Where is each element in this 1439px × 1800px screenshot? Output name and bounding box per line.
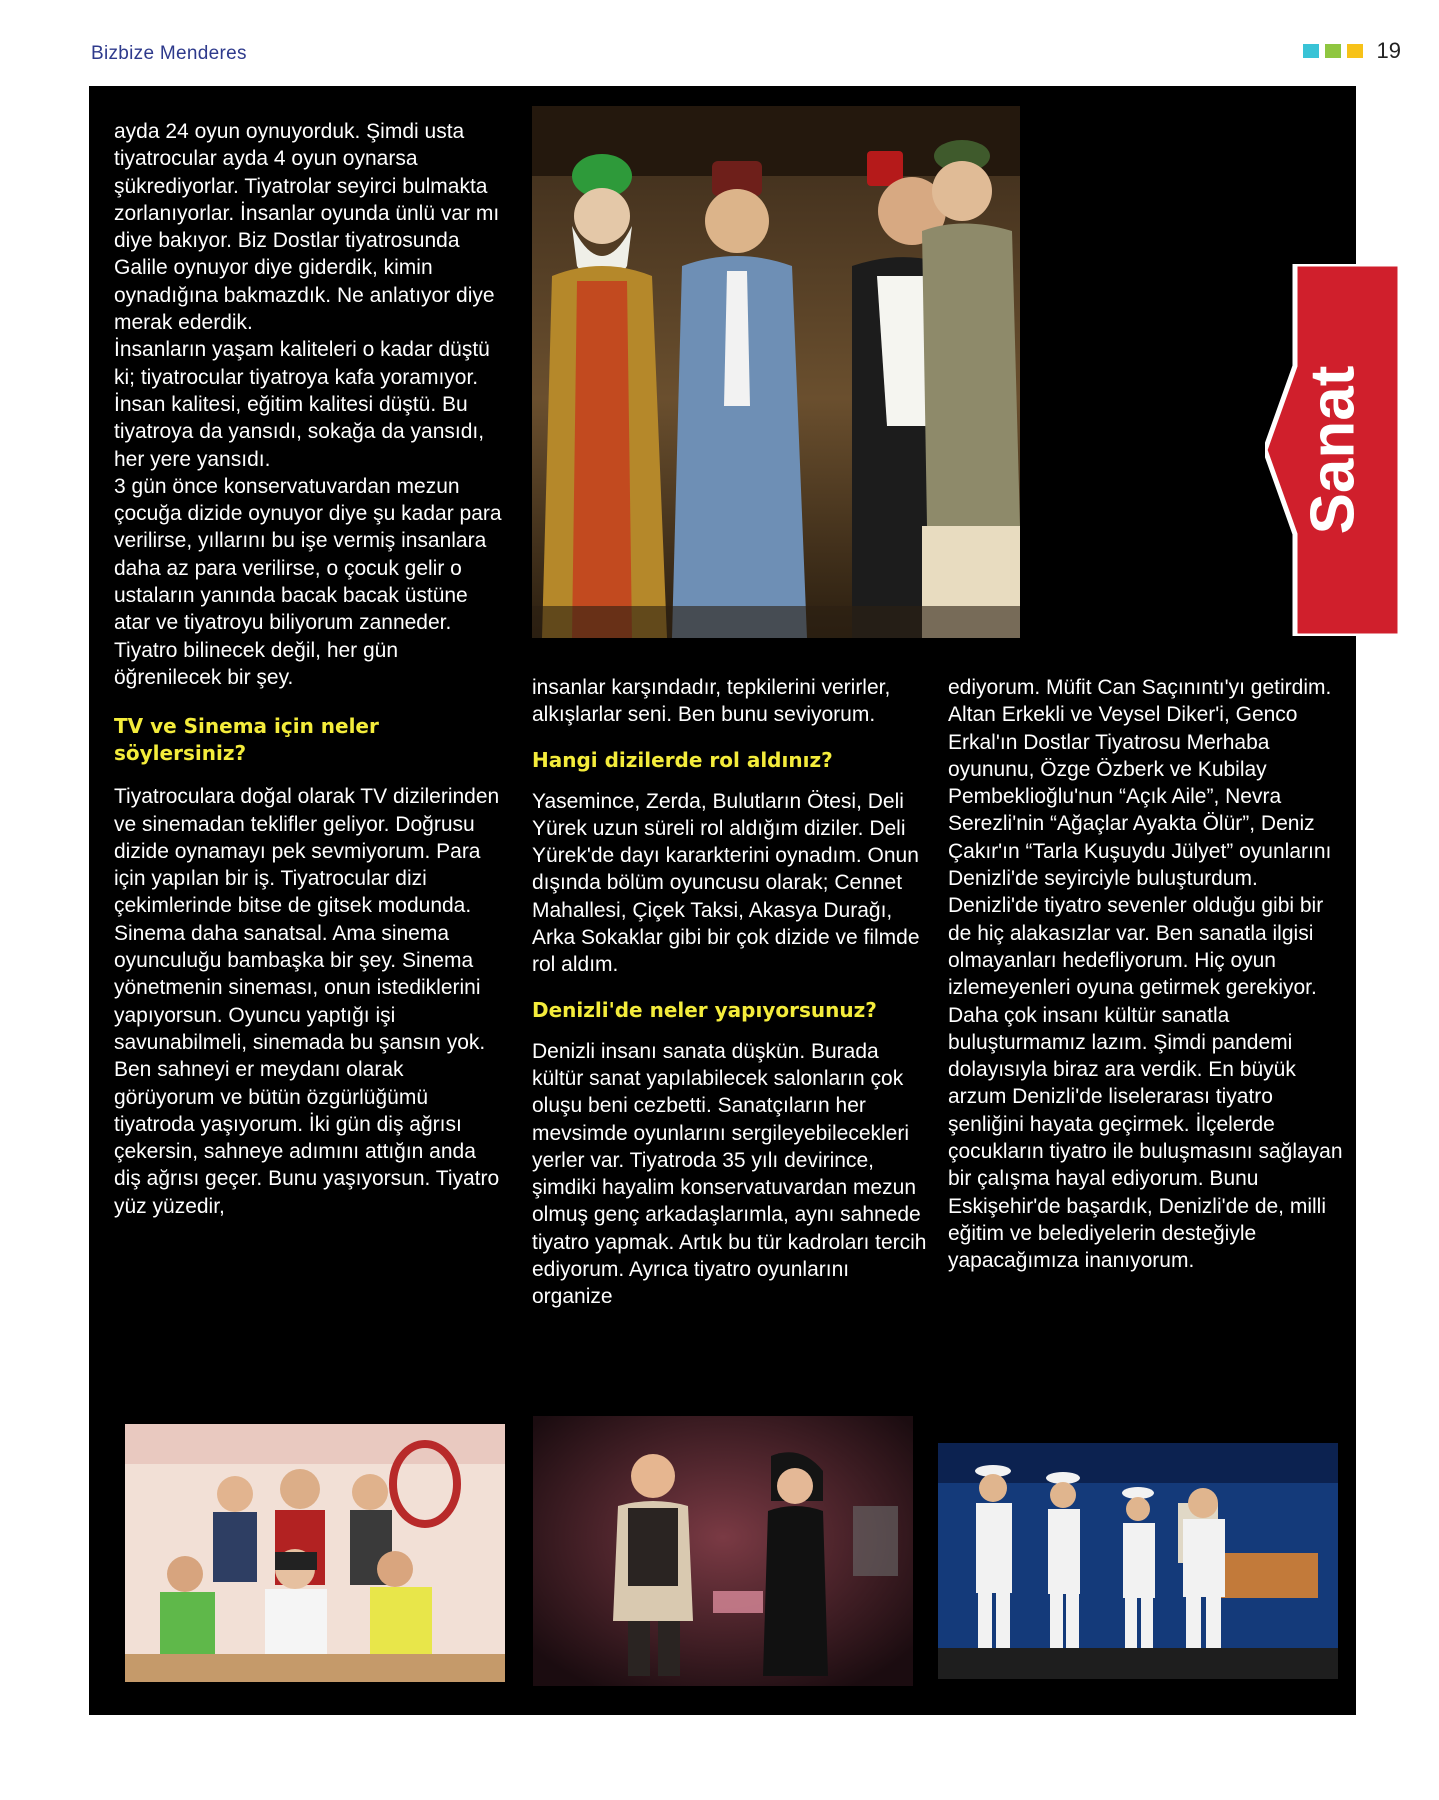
article-column-2: [532, 674, 927, 1311]
section-tab-label: Sanat: [1298, 365, 1367, 535]
column3-paragraph-1: ediyorum. Müfit Can Saçınıntı'yı getirdim. Altan Erkekli ve Veysel Diker'i, Genco Erkal'ın Dostlar Tiyatrosu Merhaba oyununu, Özge Özberk ve Kubilay Pembeklioğlu'nun “Açık Aile”, Nevra Serezli'nin “Ağaçlar Ayakta Ölür”, Deniz Çakır'ın “Tarla Kuşuydu Jülyet” oyunlarını Denizli'de seyirciyle buluşturdum.: [948, 676, 1332, 891]
stage-duet-photo: [533, 1416, 913, 1686]
column2-intro: insanlar karşındadır, tepkilerini verirler, alkışlarlar seni. Ben bunu seviyorum.: [532, 676, 891, 727]
question-heading-tv-cinema: TV ve Sinema için neler söylersiniz?: [114, 714, 379, 766]
marker-square-yellow: [1347, 44, 1363, 58]
column1-paragraph-3: 3 gün önce konservatuvardan mezun çocuğa dizide oynuyor diye şu kadar para verilirse, yıllarını bu işe vermiş insanlara daha az para verilirse, o çocuk gelir o ustaların yanında bacak bacak üstüne atar ve tiyatroyu biliyorum zanneder. Tiyatro bilinecek değil, her gün öğrenilecek bir şey.: [114, 474, 502, 689]
cast-photo: [125, 1424, 505, 1682]
question-heading-series: Hangi dizilerde rol aldınız?: [532, 747, 833, 772]
column1-paragraph-2: İnsanların yaşam kaliteleri o kadar düştü ki; tiyatrocular tiyatroya kafa yoramıyor. İnsan kalitesi, eğitim kalitesi düştü. Bu tiyatroya da yansıdı, sokağa da yansıdı, her yere yansıdı.: [114, 338, 490, 471]
sailors-stage-photo: [938, 1443, 1338, 1679]
answer-denizli: Denizli insanı sanata düşkün. Burada kültür sanat yapılabilecek salonların çok oluşu beni cezbetti. Sanatçıların her mevsimde oyunlarını sergileyebilecekleri yerler var. Tiyatroda 35 yılı devirince, şimdiki hayalim konservatuvardan mezun olmuş genç arkadaşlarımla, aynı sahnede tiyatro yapmak. Artık bu tür kadroları tercih ediyorum. Ayrıca tiyatro oyunlarını organize: [532, 1039, 927, 1309]
column1-paragraph-1: ayda 24 oyun oynuyorduk. Şimdi usta tiyatrocular ayda 4 oyun oynarsa şükrediyorlar. Tiyatrolar seyirci bulmakta zorlanıyorlar. İnsanlar oyunda ünlü var mı diye bakıyor. Biz Dostlar tiyatrosunda Galile oynuyor diye giderdik, kimin oynadığına bakmazdık. Ne anlatıyor diye merak ederdik.: [114, 120, 500, 335]
question-heading-denizli: Denizli'de neler yapıyorsunuz?: [532, 997, 877, 1022]
answer-series: Yasemince, Zerda, Bulutların Ötesi, Deli Yürek uzun süreli rol aldığım diziler. Deli Yürek'de dayı kararkterini oynadım. Onun dışında bölüm oyuncusu olarak; Cennet Mahallesi, Çiçek Taksi, Akasya Durağı, Arka Sokaklar gibi bir çok dizide ve filmde rol aldım.: [532, 789, 920, 977]
article-column-3: [948, 674, 1343, 1275]
column3-paragraph-2: Denizli'de tiyatro sevenler olduğu gibi bir de hiç alakasızlar var. Ben sanatla ilgisi olmayanları hedefliyorum. Hiç oyun izlemeyenleri oyuna getirmek gerekiyor. Daha çok insanı kültür sanatla buluşturmamız lazım. Şimdi pandemi dolayısıyla biraz ara verdik. En büyük arzum Denizli'de liselerarası tiyatro şenliğini hayata geçirmek. İlçelerde çocukların tiyatro ile buluşmasını sağlayan bir çalışma hayal ediyorum. Bunu Eskişehir'de başardık, Denizli'de de, milli eğitim ve belediyelerin desteğiyle yapacağımıza inanıyorum.: [948, 894, 1343, 1273]
article-column-1: [114, 118, 504, 1220]
page-header-marker: [1303, 38, 1401, 64]
magazine-name: Bizbize Menderes: [91, 43, 247, 64]
marker-square-green: [1325, 44, 1341, 58]
marker-square-teal: [1303, 44, 1319, 58]
stage-photo-main: [532, 106, 1020, 638]
answer-tv-cinema: Tiyatroculara doğal olarak TV dizilerinden ve sinemadan teklifler geliyor. Doğrusu dizide oynamayı pek sevmiyorum. Para için yapılan bir iş. Tiyatrocular dizi çekimlerinde bitse de gitsek modunda. Sinema daha sanatsal. Ama sinema oyunculuğu bambaşka bir şey. Sinema yönetmenin sineması, onun istediklerini yapıyorsun. Oyuncu yaptığı işi savunabilmeli, sinemada bu şansın yok. Ben sahneyi er meydanı olarak görüyorum ve bütün özgürlüğümü tiyatroda yaşıyorum. İki gün diş ağrısı çekersin, sahneye adımını attığın anda diş ağrısı geçer. Bunu yaşıyorsun. Tiyatro yüz yüzedir,: [114, 785, 500, 1218]
section-tab: [1265, 264, 1400, 636]
page-number: 19: [1376, 38, 1401, 63]
